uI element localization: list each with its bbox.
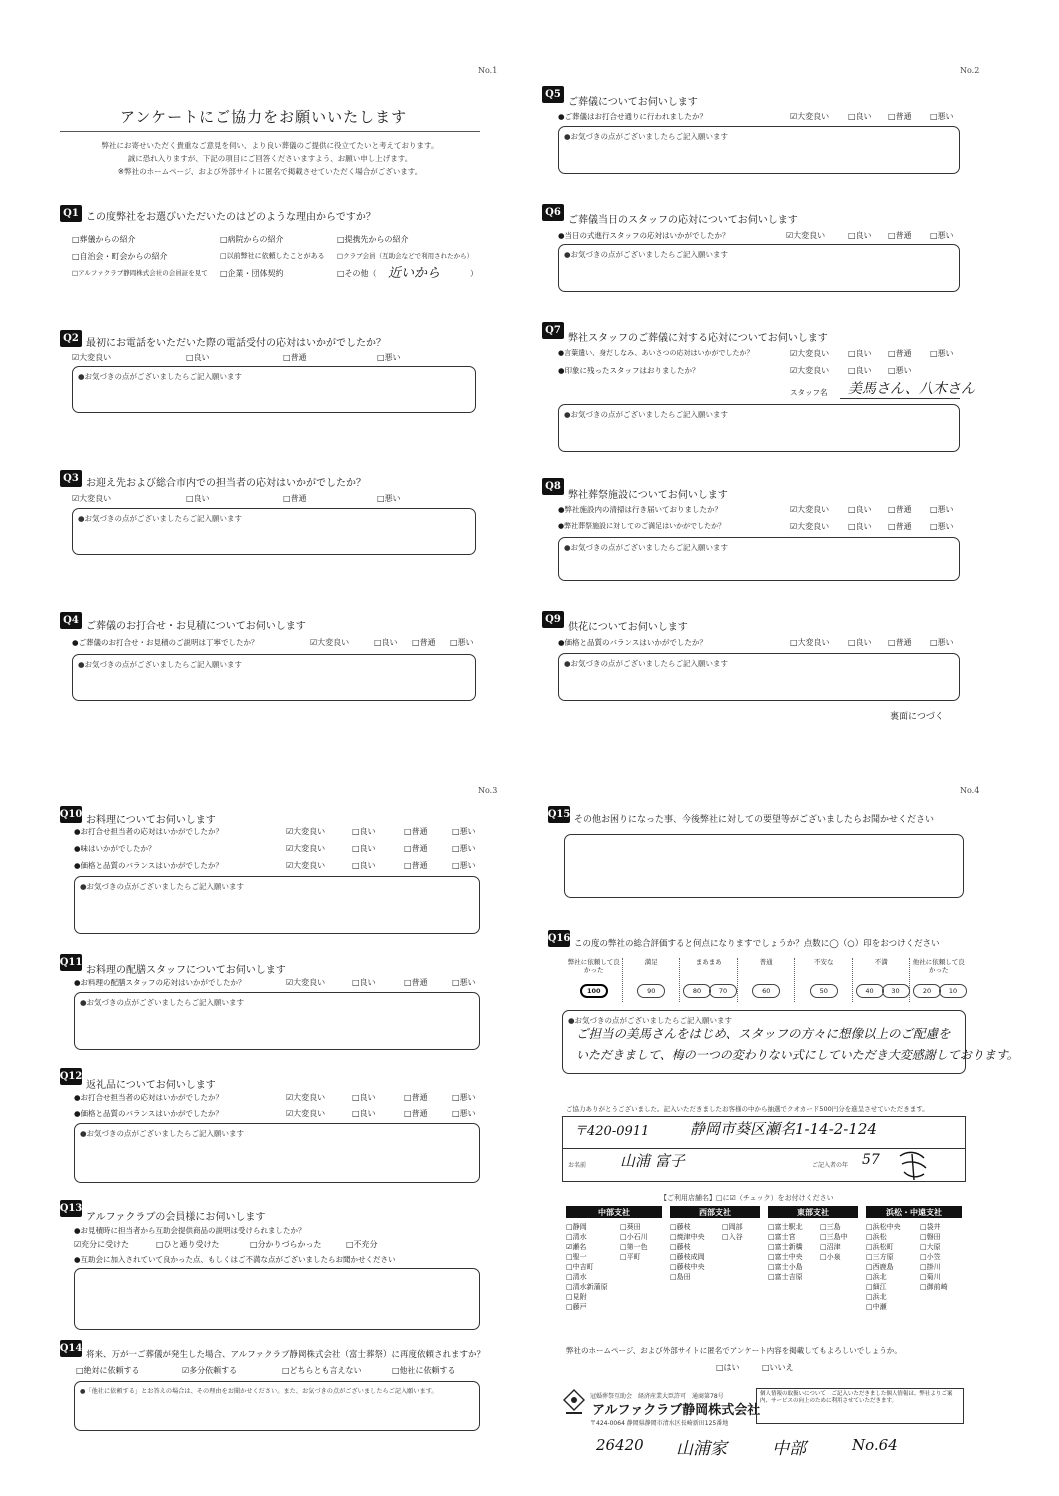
title-rule: [60, 131, 480, 132]
q6-comment-label: ●お気づきの点がございましたらご記入願います: [564, 250, 729, 259]
page-number-4: No.4: [960, 786, 980, 795]
q13-option-4[interactable]: □不充分: [346, 1240, 378, 1249]
q10c-rating-4-label: 悪い: [459, 861, 476, 870]
score-head-4: 普通: [759, 958, 773, 966]
handwritten-code: 26420: [596, 1436, 644, 1454]
q10c-rating-4[interactable]: □悪い: [452, 861, 476, 870]
q7a-rating-4[interactable]: □悪い: [930, 349, 954, 358]
q12a-rating-4[interactable]: □悪い: [452, 1093, 476, 1102]
q5-rating-2[interactable]: □良い: [848, 112, 872, 121]
q10b-rating-1[interactable]: ☑大変良い: [286, 844, 326, 853]
zip-code: 〒420-0911: [574, 1124, 650, 1139]
q11-sub: ●お料理の配膳スタッフの応対はいかがでしたか？: [74, 978, 246, 987]
q2-title: 最初にお電話をいただいた際の電話受付の応対はいかがでしたか？: [86, 338, 386, 349]
q1-badge: Q1: [60, 205, 82, 222]
q10a-rating-3[interactable]: □普通: [404, 827, 428, 836]
q11-rating-4[interactable]: □悪い: [452, 978, 476, 987]
q8a-rating-3[interactable]: □普通: [888, 505, 912, 514]
q6-rating-2-label: 良い: [855, 231, 872, 240]
privacy-box: [756, 1388, 964, 1424]
q12-sub-1: ●お打合せ担当者の応対はいかがでしたか？: [74, 1093, 224, 1102]
q12-title: 返礼品についてお伺いします: [86, 1080, 216, 1091]
q8a-rating-1-label: 大変良い: [797, 505, 830, 514]
q1-option-1[interactable]: □葬儀からの紹介: [72, 235, 136, 244]
q9-rating-4-label: 悪い: [937, 638, 954, 647]
q3-title: お迎え先および総合市内での担当者の応対はいかがでしたか？: [86, 478, 366, 489]
handwritten-region: 中部: [772, 1439, 806, 1459]
q8b-rating-3[interactable]: □普通: [888, 522, 912, 531]
q8a-rating-3-label: 普通: [895, 505, 912, 514]
q8a-rating-4[interactable]: □悪い: [930, 505, 954, 514]
score-option-100[interactable]: 100: [580, 984, 608, 998]
q10c-rating-1[interactable]: ☑大変良い: [286, 861, 326, 870]
q8a-rating-2[interactable]: □良い: [848, 505, 872, 514]
score-separator: [622, 958, 623, 1002]
branch-caption: 【ご利用店舗名】□に☑（チェック）をお付けください: [660, 1194, 834, 1202]
q10c-rating-2-label: 良い: [359, 861, 376, 870]
q8a-rating-1[interactable]: ☑大変良い: [790, 505, 830, 514]
branch-list-tobu-2[interactable]: □三島 □三島中 □沼津 □小泉: [820, 1223, 848, 1261]
q14-note: ●「他社に依頼する」とお答えの場合は、その理由をお聞かせください。また、お気づきの点がございましたらご記入願います。: [80, 1388, 438, 1395]
q11-rating-1-label: 大変良い: [293, 978, 326, 987]
score-head-1: 弊社に依頼して良かった: [567, 958, 620, 974]
q3-rating-2-label: 良い: [193, 494, 210, 503]
q6-title: ご葬儀当日のスタッフの応対についてお伺いします: [568, 215, 798, 226]
q7b-rating-2-label: 良い: [855, 366, 872, 375]
q14-option-4[interactable]: □他社に依頼する: [392, 1366, 456, 1375]
q6-rating-3[interactable]: □普通: [888, 231, 912, 240]
q10-badge: Q10: [60, 806, 82, 823]
q13-title: アルファクラブの会員様にお伺いします: [86, 1212, 266, 1223]
q4-rating-4[interactable]: □悪い: [450, 638, 474, 647]
q3-rating-4-label: 悪い: [384, 494, 401, 503]
score-separator: [909, 958, 910, 1002]
q11-rating-1[interactable]: ☑大変良い: [286, 978, 326, 987]
q15-badge: Q15: [548, 806, 570, 823]
q14-option-2[interactable]: ☑多分依頼する: [182, 1366, 238, 1375]
q12b-rating-4-label: 悪い: [459, 1109, 476, 1118]
q9-rating-3-label: 普通: [895, 638, 912, 647]
q1-option-4[interactable]: □自治会・町会からの紹介: [72, 252, 168, 261]
q8b-rating-4[interactable]: □悪い: [930, 522, 954, 531]
q4-title: ご葬儀のお打合せ・お見積についてお伺いします: [86, 621, 306, 632]
age-label: ご記入者の年: [812, 1162, 849, 1169]
q12-comment-label: ●お気づきの点がございましたらご記入願います: [80, 1129, 245, 1138]
q7b-rating-1-label: 大変良い: [797, 366, 830, 375]
q8b-rating-3-label: 普通: [895, 522, 912, 531]
stamp-scribble-icon: [896, 1148, 930, 1184]
q2-rating-3[interactable]: □普通: [283, 353, 307, 362]
q4-rating-3-label: 普通: [419, 638, 436, 647]
q8-comment-label: ●お気づきの点がございましたらご記入願います: [564, 543, 729, 552]
footer-company: アルファクラブ静岡株式会社: [592, 1403, 761, 1418]
handwritten-family: 山浦家: [676, 1439, 727, 1459]
q2-rating-4[interactable]: □悪い: [377, 353, 401, 362]
q6-rating-1-label: 大変良い: [793, 231, 826, 240]
q9-title: 供花についてお伺いします: [568, 622, 688, 633]
q16-badge: Q16: [548, 930, 570, 947]
q8b-rating-1-label: 大変良い: [797, 522, 830, 531]
q3-badge: Q3: [60, 470, 82, 487]
respondent-age: 57: [862, 1152, 880, 1168]
branch-head-chubu: 中部支社: [566, 1206, 662, 1218]
permission-yes[interactable]: □はい: [716, 1363, 740, 1372]
q4-rating-4-label: 悪い: [457, 638, 474, 647]
q5-sub: ●ご葬儀はお打合せ通りに行われましたか？: [558, 112, 708, 121]
intro-text: [60, 139, 480, 178]
q14-option-3[interactable]: □どちらとも言えない: [282, 1366, 362, 1375]
score-separator: [852, 958, 853, 1002]
score-separator: [794, 958, 795, 1002]
q12b-rating-2[interactable]: □良い: [352, 1109, 376, 1118]
q3-rating-4[interactable]: □悪い: [377, 494, 401, 503]
q5-title: ご葬儀についてお伺いします: [568, 97, 698, 108]
permission-question: 弊社のホームページ、および外部サイトに匿名でアンケート内容を掲載してもよろしいでしょうか。: [566, 1346, 902, 1355]
q1-option-8[interactable]: □企業・団体契約: [220, 269, 284, 278]
q8b-rating-2[interactable]: □良い: [848, 522, 872, 531]
address-caption: ご協力ありがとうございました。記入いただきましたお客様の中から抽選でクオカード500円分を進呈させていただきます。: [566, 1105, 929, 1113]
q7-badge: Q7: [542, 322, 564, 339]
q8a-rating-2-label: 良い: [855, 505, 872, 514]
q2-rating-3-label: 普通: [290, 353, 307, 362]
q8b-rating-2-label: 良い: [855, 522, 872, 531]
q1-title: この度弊社をお選びいただいたのはどのような理由からですか？: [86, 212, 376, 223]
q5-rating-3[interactable]: □普通: [888, 112, 912, 121]
q7b-rating-3-label: 悪い: [895, 366, 912, 375]
q7a-rating-2-label: 良い: [855, 349, 872, 358]
q3-comment-label: ●お気づきの点がございましたらご記入願います: [78, 514, 243, 523]
page-number-1: No.1: [478, 66, 498, 75]
score-head-6: 不満: [874, 958, 888, 966]
q8-sub-1: ●弊社施設内の清掃は行き届いておりましたか？: [558, 505, 723, 514]
q10a-rating-1[interactable]: ☑大変良い: [286, 827, 326, 836]
q1-option-6[interactable]: □クラブ会員（互助会などで利用されたから）: [337, 252, 474, 260]
q13-option-3[interactable]: □分かりづらかった: [250, 1240, 322, 1249]
q1-other-answer: 近いから: [388, 266, 441, 281]
q10a-rating-3-label: 普通: [411, 827, 428, 836]
q13-option-1-label: 充分に受けた: [81, 1240, 130, 1249]
q10c-rating-3-label: 普通: [411, 861, 428, 870]
score-option-20[interactable]: 20: [913, 984, 941, 998]
q7-sub-2: ●印象に残ったスタッフはおりましたか？: [558, 366, 700, 375]
q4-badge: Q4: [60, 612, 82, 629]
score-option-40[interactable]: 40: [856, 984, 884, 998]
q1-option-5[interactable]: □以前弊社に依頼したことがある: [220, 252, 325, 260]
q7b-rating-2[interactable]: □良い: [848, 366, 872, 375]
q10b-rating-4-label: 悪い: [459, 844, 476, 853]
q1-option-9[interactable]: □その他（: [337, 269, 377, 278]
q7b-rating-3[interactable]: □悪い: [888, 366, 912, 375]
q6-badge: Q6: [542, 204, 564, 221]
q4-sub: ●ご葬儀のお打合せ・お見積のご説明は丁寧でしたか？: [72, 638, 259, 647]
q7a-rating-1[interactable]: ☑大変良い: [790, 349, 830, 358]
q7-staff-answer: 美馬さん、八木さん: [848, 381, 975, 397]
q14-option-2-label: 多分依頼する: [189, 1366, 238, 1375]
q1-option-7[interactable]: □アルファクラブ静岡株式会社の会員証を見て: [72, 269, 208, 277]
q12b-rating-3[interactable]: □普通: [404, 1109, 428, 1118]
branch-head-hamamatsu: 浜松・中遠支社: [866, 1206, 962, 1218]
q9-sub: ●価格と品質のバランスはいかがでしたか？: [558, 638, 707, 647]
q5-comment-label: ●お気づきの点がございましたらご記入願います: [564, 132, 729, 141]
q8b-rating-4-label: 悪い: [937, 522, 954, 531]
q7-comment-label: ●お気づきの点がございましたらご記入願います: [564, 410, 729, 419]
branch-list-hamamatsu-2[interactable]: □袋井 □磐田 □大原 □小笠 □掛川 □菊川 □御前崎: [920, 1223, 948, 1291]
q8-title: 弊社葬祭施設についてお伺いします: [568, 490, 728, 501]
company-logo-icon: [562, 1388, 586, 1416]
q10b-rating-2[interactable]: □良い: [352, 844, 376, 853]
q2-rating-2-label: 良い: [193, 353, 210, 362]
q16-title: この度の弊社の総合評価すると何点になりますでしょうか？点数に◯（○）印をおつけください: [574, 939, 940, 949]
page-number-2: No.2: [960, 66, 980, 75]
continue-on-back: 裏面につづく: [890, 712, 944, 722]
q14-title: 将来、万が一ご葬儀が発生した場合、アルファクラブ静岡株式会社（富士葬祭）に再度依頼されますか？: [86, 1350, 485, 1360]
q15-title: その他お困りになった事、今後弊社に対しての要望等がございましたらお聞かせください: [574, 815, 935, 825]
q4-comment-label: ●お気づきの点がございましたらご記入願います: [78, 660, 243, 669]
score-head-5: 不安な: [814, 958, 834, 966]
privacy-note: 個人情報の取扱いについて ご記入いただきました個人情報は、弊社よりご案内、サービスの向上のために利用させていただきます。: [760, 1391, 953, 1404]
q11-comment-label: ●お気づきの点がございましたらご記入願います: [80, 998, 245, 1007]
q10b-rating-2-label: 良い: [359, 844, 376, 853]
q16-comment-line-1: ご担当の美馬さんをはじめ、スタッフの方々に想像以上のご配慮を: [576, 1026, 951, 1041]
q4-rating-2-label: 良い: [381, 638, 398, 647]
branch-list-chubu-1[interactable]: □静岡 □清水 ☑瀬名 □聖一 □中吉町 □清水 □清水新蒲原 □見附 □藤戸: [566, 1223, 608, 1311]
q12b-rating-1-label: 大変良い: [293, 1109, 326, 1118]
q8b-rating-1[interactable]: ☑大変良い: [790, 522, 830, 531]
q10b-rating-3-label: 普通: [411, 844, 428, 853]
q10-comment-label: ●お気づきの点がございましたらご記入願います: [80, 882, 245, 891]
score-option-90[interactable]: 90: [637, 984, 665, 998]
q5-badge: Q5: [542, 86, 564, 103]
score-head-3: まあまあ: [695, 958, 722, 966]
q3-rating-3[interactable]: □普通: [283, 494, 307, 503]
q6-rating-4[interactable]: □悪い: [930, 231, 954, 240]
branch-head-tobu: 東部支社: [768, 1206, 858, 1218]
q4-rating-1[interactable]: ☑大変良い: [310, 638, 350, 647]
q7a-rating-4-label: 悪い: [937, 349, 954, 358]
q5-rating-4-label: 悪い: [937, 112, 954, 121]
q3-rating-1-label: 大変良い: [79, 494, 112, 503]
q6-rating-1[interactable]: ☑大変良い: [786, 231, 826, 240]
q10b-rating-4[interactable]: □悪い: [452, 844, 476, 853]
branch-list-seibu-1[interactable]: □藤枝 □焼津中央 □藤枝 □藤枝成岡 □藤枝中央 □島田: [670, 1223, 705, 1281]
q1-option-2[interactable]: □病院からの紹介: [220, 235, 284, 244]
score-option-10[interactable]: 10: [939, 984, 967, 998]
score-head-2: 満足: [644, 958, 658, 966]
q5-rating-3-label: 普通: [895, 112, 912, 121]
score-option-60[interactable]: 60: [752, 984, 780, 998]
respondent-name: 山浦 富子: [620, 1152, 685, 1170]
intro-line-2: 誠に恐れ入りますが、下記の項目にご回答くださいますよう、お願い申し上げます。: [127, 154, 413, 163]
q11-title: お料理の配膳スタッフについてお伺いします: [86, 965, 286, 976]
q3-rating-3-label: 普通: [290, 494, 307, 503]
q2-rating-1-label: 大変良い: [79, 353, 112, 362]
q10-title: お料理についてお伺いします: [86, 815, 216, 826]
q4-rating-3[interactable]: □普通: [412, 638, 436, 647]
score-option-30[interactable]: 30: [882, 984, 910, 998]
q11-rating-2-label: 良い: [359, 978, 376, 987]
q11-rating-4-label: 悪い: [459, 978, 476, 987]
branch-list-tobu-1[interactable]: □富士駅北 □富士宮 □富士新橋 □富士中央 □富士小島 □富士吉原: [768, 1223, 803, 1281]
page-number-3: No.3: [478, 786, 498, 795]
q6-rating-3-label: 普通: [895, 231, 912, 240]
q6-sub: ●当日の式進行スタッフの応対はいかがでしたか？: [558, 231, 730, 240]
q12a-rating-2-label: 良い: [359, 1093, 376, 1102]
q7-staff-label: スタッフ名: [790, 388, 828, 397]
q11-badge: Q11: [60, 954, 82, 971]
score-separator: [737, 958, 738, 1002]
q2-badge: Q2: [60, 330, 82, 347]
score-option-50[interactable]: 50: [810, 984, 838, 998]
q12b-rating-4[interactable]: □悪い: [452, 1109, 476, 1118]
q1-close-paren: ）: [470, 269, 478, 278]
q10b-rating-1-label: 大変良い: [293, 844, 326, 853]
q1-option-3[interactable]: □提携先からの紹介: [337, 235, 409, 244]
q10c-rating-1-label: 大変良い: [293, 861, 326, 870]
q14-badge: Q14: [60, 1340, 82, 1357]
q13-sub-1: ●お見積時に担当者から互助会提供商品の説明は受けられましたか？: [74, 1226, 306, 1235]
q4-rating-1-label: 大変良い: [317, 638, 350, 647]
q2-comment-label: ●お気づきの点がございましたらご記入願います: [78, 372, 243, 381]
q9-badge: Q9: [542, 611, 564, 628]
q9-rating-2-label: 良い: [855, 638, 872, 647]
q8-badge: Q8: [542, 478, 564, 495]
q12a-rating-1-label: 大変良い: [293, 1093, 326, 1102]
q5-rating-2-label: 良い: [855, 112, 872, 121]
q14-option-1[interactable]: □絶対に依頼する: [76, 1366, 140, 1375]
q7a-rating-3[interactable]: □普通: [888, 349, 912, 358]
q12a-rating-1[interactable]: ☑大変良い: [286, 1093, 326, 1102]
q5-rating-1[interactable]: ☑大変良い: [790, 112, 830, 121]
q8-sub-2: ●弊社葬祭施設に対してのご満足はいかがでしたか？: [558, 522, 726, 530]
permission-no[interactable]: □いいえ: [762, 1363, 794, 1372]
branch-list-hamamatsu-1[interactable]: □浜松中央 □浜松 □浜松町 □三方原 □西鹿島 □浜北 □細江 □浜北 □中瀬: [866, 1223, 901, 1311]
branch-list-chubu-2[interactable]: □葵田 □小石川 □第一色 □平町: [620, 1223, 648, 1261]
q3-rating-1[interactable]: ☑大変良い: [72, 494, 112, 503]
footer-org: 冠婚葬祭互助会 経済産業大臣許可 通商第78号: [590, 1393, 724, 1400]
q13-sub-2: ●互助会に加入されていて良かった点、もしくはご不満な点がございましたらお聞かせください: [74, 1255, 396, 1264]
q10-sub-1: ●お打合せ担当者の応対はいかがでしたか？: [74, 827, 224, 836]
q12-badge: Q12: [60, 1068, 82, 1085]
q10b-rating-3[interactable]: □普通: [404, 844, 428, 853]
q10a-rating-2-label: 良い: [359, 827, 376, 836]
q12a-rating-2[interactable]: □良い: [352, 1093, 376, 1102]
handwritten-number: No.64: [852, 1436, 898, 1454]
q11-rating-2[interactable]: □良い: [352, 978, 376, 987]
q10c-rating-3[interactable]: □普通: [404, 861, 428, 870]
q9-rating-3[interactable]: □普通: [888, 638, 912, 647]
q5-rating-1-label: 大変良い: [797, 112, 830, 121]
q12a-rating-3-label: 普通: [411, 1093, 428, 1102]
q9-rating-2[interactable]: □良い: [848, 638, 872, 647]
q9-comment-label: ●お気づきの点がございましたらご記入願います: [564, 659, 729, 668]
q12a-rating-3[interactable]: □普通: [404, 1093, 428, 1102]
q3-rating-2[interactable]: □良い: [186, 494, 210, 503]
q8a-rating-4-label: 悪い: [937, 505, 954, 514]
q7-sub-1: ●言葉遣い、身だしなみ、あいさつの応対はいかがでしたか？: [558, 349, 754, 357]
q12b-rating-2-label: 良い: [359, 1109, 376, 1118]
q10-sub-3: ●価格と品質のバランスはいかがでしたか？: [74, 861, 223, 870]
q12b-rating-3-label: 普通: [411, 1109, 428, 1118]
q6-rating-4-label: 悪い: [937, 231, 954, 240]
q13-option-2[interactable]: □ひと通り受けた: [156, 1240, 220, 1249]
q12-sub-2: ●価格と品質のバランスはいかがでしたか？: [74, 1109, 223, 1118]
q10c-rating-2[interactable]: □良い: [352, 861, 376, 870]
q11-rating-3[interactable]: □普通: [404, 978, 428, 987]
q7a-rating-1-label: 大変良い: [797, 349, 830, 358]
q13-comment-box[interactable]: [74, 1268, 480, 1330]
intro-line-1: 弊社にお寄せいただく貴重なご意見を伺い、より良い葬儀のご提供に役立てたいと考えております。: [101, 141, 439, 150]
footer-address: 〒424-0064 静岡県静岡市清水区長崎新田125番地: [590, 1420, 729, 1427]
q15-comment-box[interactable]: [564, 834, 964, 898]
intro-line-3: ※弊社のホームページ、および外部サイトに匿名で掲載させていただく場合がございます。: [117, 167, 423, 176]
q7a-rating-2[interactable]: □良い: [848, 349, 872, 358]
q4-rating-2[interactable]: □良い: [374, 638, 398, 647]
q7-title: 弊社スタッフのご葬儀に対する応対についてお伺いします: [568, 333, 828, 344]
score-option-80[interactable]: 80: [683, 984, 711, 998]
q7-staff-underline: [840, 398, 960, 399]
q10a-rating-4-label: 悪い: [459, 827, 476, 836]
q2-rating-4-label: 悪い: [384, 353, 401, 362]
q16-comment-line-2: いただきまして、梅の一つの変わりない式にしていただき大変感謝しております。: [576, 1048, 1019, 1062]
q11-rating-3-label: 普通: [411, 978, 428, 987]
q10-sub-2: ●味はいかがでしたか？: [74, 844, 156, 853]
q10a-rating-2[interactable]: □良い: [352, 827, 376, 836]
q2-rating-1[interactable]: ☑大変良い: [72, 353, 112, 362]
score-separator: [679, 958, 680, 1002]
score-head-7: 他社に依頼して良かった: [912, 958, 965, 974]
address-text: 静岡市葵区瀬名1-14-2-124: [690, 1120, 878, 1138]
survey-title: アンケートにご協力をお願いいたします: [120, 108, 408, 126]
q2-rating-2[interactable]: □良い: [186, 353, 210, 362]
q10a-rating-1-label: 大変良い: [293, 827, 326, 836]
branch-head-seibu: 西部支社: [670, 1206, 760, 1218]
q13-badge: Q13: [60, 1200, 82, 1217]
score-option-70[interactable]: 70: [709, 984, 737, 998]
branch-list-seibu-2[interactable]: □岡部 □入谷: [722, 1223, 743, 1241]
q13-option-1[interactable]: ☑充分に受けた: [74, 1240, 130, 1249]
name-label: お名前: [568, 1162, 587, 1169]
q9-rating-4[interactable]: □悪い: [930, 638, 954, 647]
q6-rating-2[interactable]: □良い: [848, 231, 872, 240]
q9-rating-1[interactable]: □大変良い: [790, 638, 830, 647]
q9-rating-1-label: 大変良い: [797, 638, 830, 647]
q7b-rating-1[interactable]: ☑大変良い: [790, 366, 830, 375]
q12a-rating-4-label: 悪い: [459, 1093, 476, 1102]
q5-rating-4[interactable]: □悪い: [930, 112, 954, 121]
q12b-rating-1[interactable]: ☑大変良い: [286, 1109, 326, 1118]
q10a-rating-4[interactable]: □悪い: [452, 827, 476, 836]
q16-comment-label: ●お気づきの点がございましたらご記入願います: [568, 1016, 733, 1025]
q7a-rating-3-label: 普通: [895, 349, 912, 358]
